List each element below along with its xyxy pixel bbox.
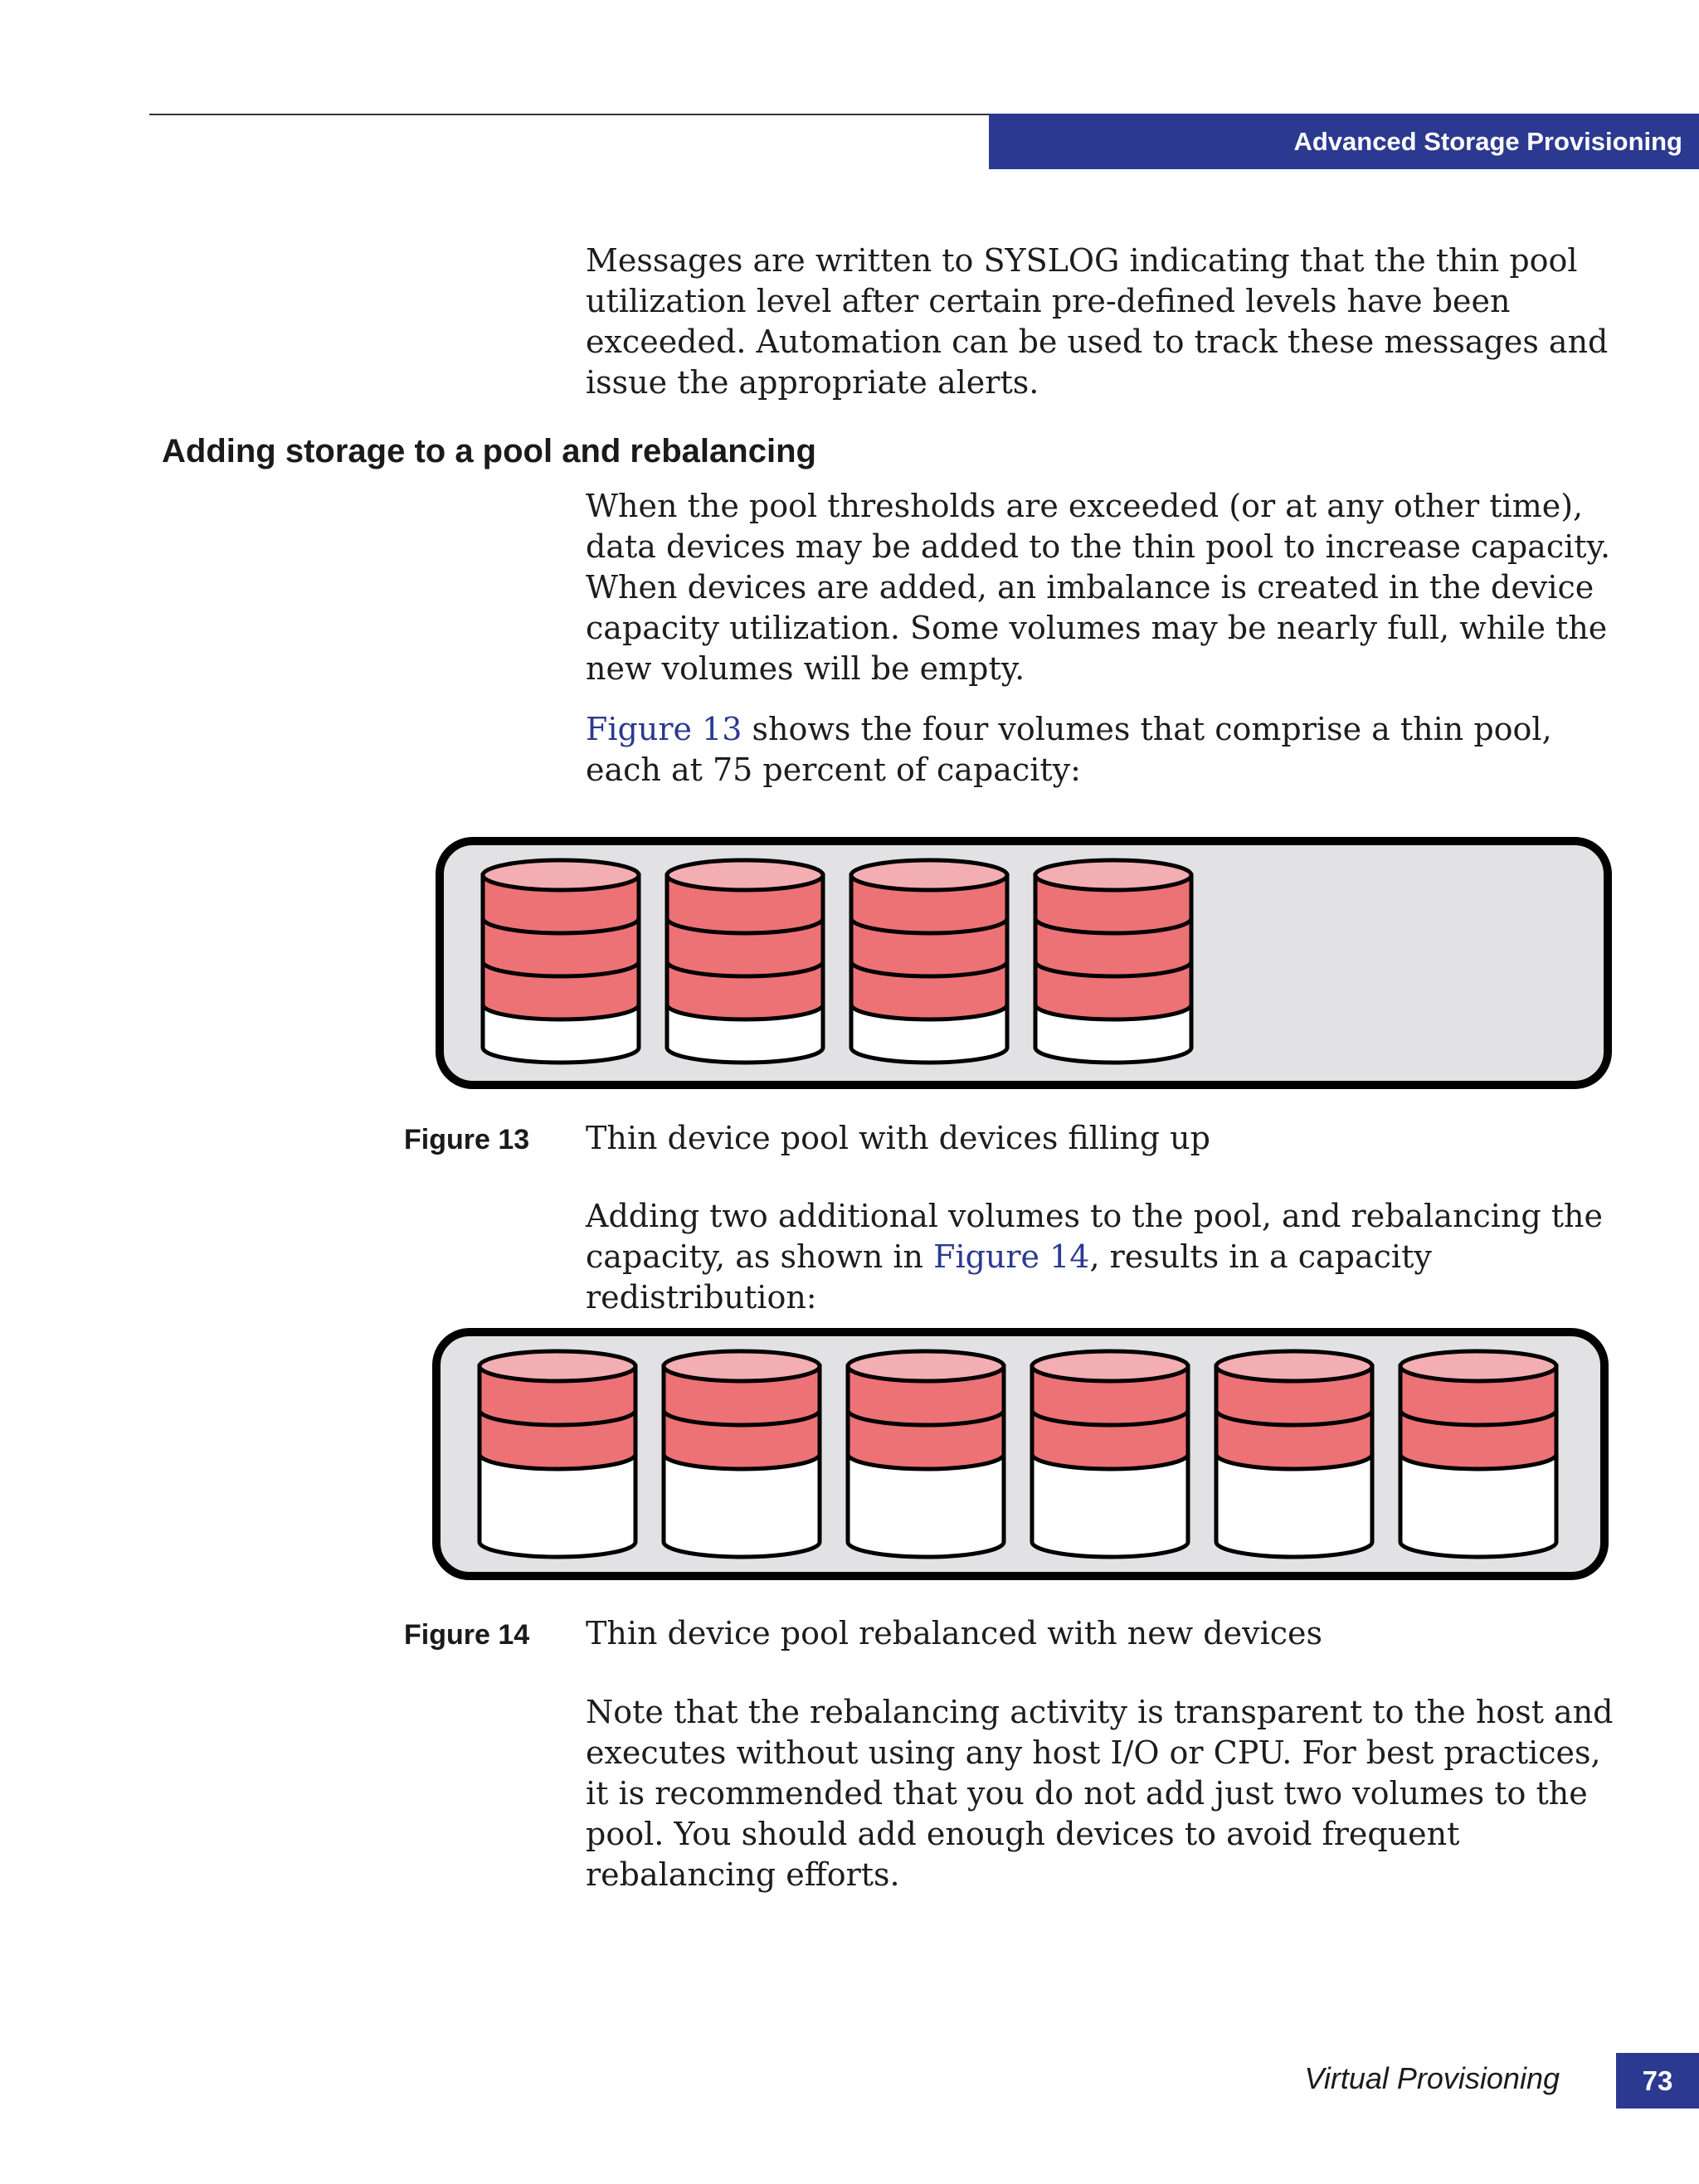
- figure14-diagram: [431, 1327, 1609, 1581]
- figure14-volume: [1216, 1351, 1372, 1557]
- figure13-volume-top: [667, 860, 823, 890]
- figure14-label: Figure 14: [404, 1619, 530, 1651]
- figure14-volume: [1032, 1351, 1188, 1557]
- figure14-volume: [480, 1351, 635, 1557]
- figure13-volume-fill: [483, 875, 639, 1019]
- figure14-volume-top: [664, 1351, 820, 1381]
- figure14-caption: Thin device pool rebalanced with new devices: [586, 1615, 1322, 1651]
- figure13-caption: Thin device pool with devices filling up: [586, 1120, 1210, 1156]
- header-section-title: Advanced Storage Provisioning: [989, 114, 1699, 169]
- figure13-diagram: [435, 836, 1613, 1090]
- figure14-volume: [664, 1351, 820, 1557]
- figure14-volume-top: [1400, 1351, 1556, 1381]
- figure13-volume-top: [851, 860, 1007, 890]
- figure14-volume-top: [1032, 1351, 1188, 1381]
- figure13-link[interactable]: Figure 13: [586, 711, 742, 747]
- paragraph-figure13-intro: [586, 709, 1631, 790]
- figure14-link[interactable]: Figure 14: [933, 1238, 1090, 1275]
- figure14-volume-top: [480, 1351, 635, 1381]
- footer-chapter-title: Virtual Provisioning: [1304, 2061, 1560, 2095]
- section-heading: Adding storage to a pool and rebalancing: [162, 433, 816, 469]
- paragraph-rebalancing-note: Note that the rebalancing activity is transparent to the host and executes without using any host I/O or CPU. For best practices, it is recommended that you do not add just two volumes to the pool. You should add enough devices to avoid frequent rebalancing efforts.: [586, 1694, 1614, 1893]
- figure13-volume-top: [483, 860, 639, 890]
- figure13-volume-fill: [667, 875, 823, 1019]
- figure13-volume-fill: [851, 875, 1007, 1019]
- paragraph-figure14-intro: [586, 1196, 1631, 1318]
- figure14-volume: [1400, 1351, 1556, 1557]
- page-number: 73: [1616, 2053, 1699, 2109]
- figure14-volume-top: [1216, 1351, 1372, 1381]
- figure13-volume: [667, 860, 823, 1063]
- paragraph-figure14-text-end: , results in a capacity redistribution:: [586, 1238, 1432, 1316]
- figure13-volume: [851, 860, 1007, 1063]
- figure13-volume: [483, 860, 639, 1063]
- paragraph-figure13-text: shows the four volumes that comprise a thin pool, each at 75 percent of capacity:: [586, 711, 1552, 788]
- paragraph-thresholds: When the pool thresholds are exceeded (or at any other time), data devices may be added to the thin pool to increase capacity. When devices are added, an imbalance is created in the device capacity utilization. Some volumes may be nearly full, while the new volumes will be empty.: [586, 488, 1611, 687]
- figure13-label: Figure 13: [404, 1124, 530, 1155]
- paragraph-figure14-text-start: Adding two additional volumes to the pool, and rebalancing the capacity, as shown in: [586, 1198, 1604, 1275]
- figure14-volume-top: [848, 1351, 1004, 1381]
- paragraph-syslog: Messages are written to SYSLOG indicating that the thin pool utilization level after certain pre-defined levels have been exceeded. Automation can be used to track these messages and issue the appropriate alerts.: [586, 242, 1609, 401]
- figure14-volume: [848, 1351, 1004, 1557]
- figure13-volume-fill: [1035, 875, 1191, 1019]
- figure13-volume: [1035, 860, 1191, 1063]
- figure13-volume-top: [1035, 860, 1191, 890]
